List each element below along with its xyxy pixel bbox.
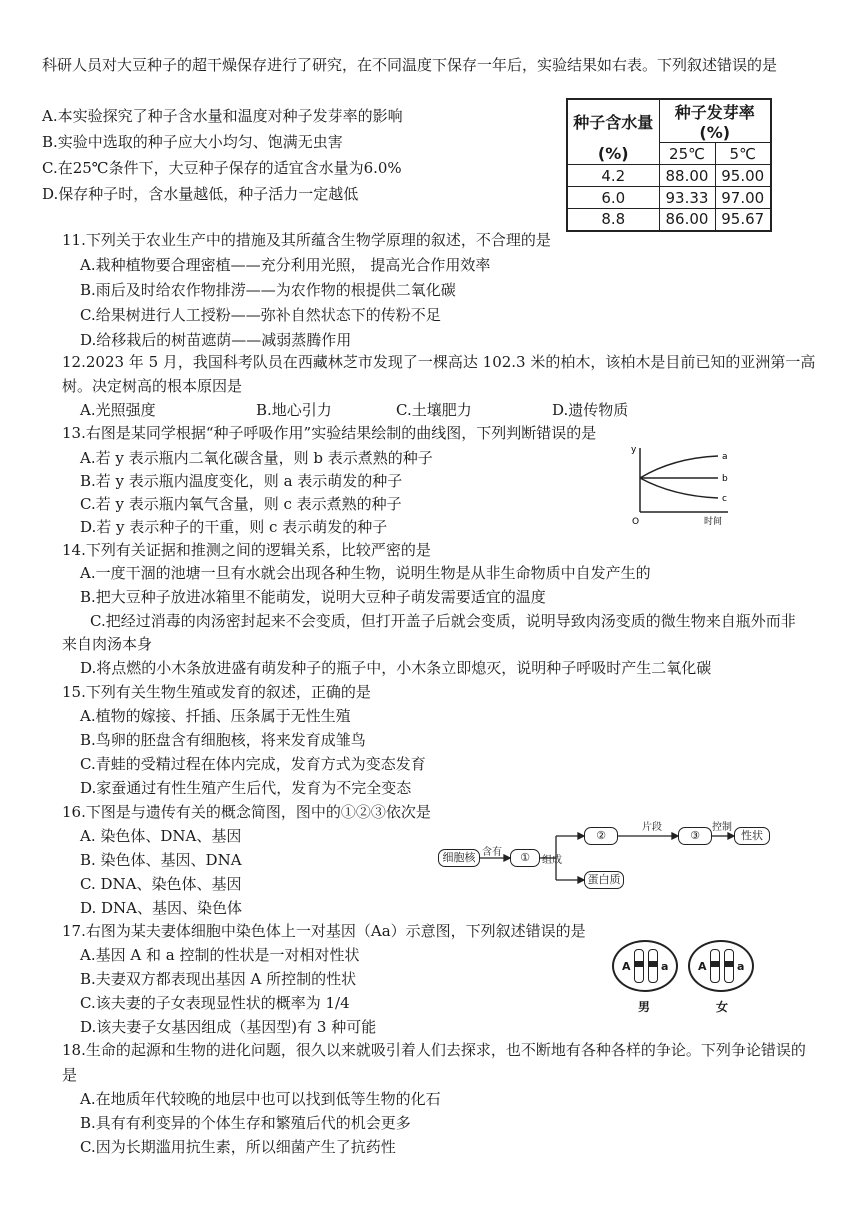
curve-a	[640, 456, 718, 478]
q11-stem: 11.下列关于农业生产中的措施及其所蕴含生物学原理的叙述，不合理的是	[62, 231, 551, 249]
q17-option-d: D.该夫妻子女基因组成（基因型)有 3 种可能	[80, 1018, 377, 1036]
table-row	[567, 187, 771, 209]
q11-option-b: B.雨后及时给农作物排涝——为农作物的根提供二氧化碳	[80, 281, 456, 299]
table-header-moisture: 种子含水量	[567, 99, 659, 143]
q17-option-b: B.夫妻双方都表现出基因 A 所控制的性状	[80, 970, 357, 988]
q10-option-b: B.实验中选取的种子应大小均匀、饱满无虫害	[42, 133, 343, 151]
q18-option-b: B.具有有利变异的个体生存和繁殖后代的机会更多	[80, 1114, 411, 1132]
q13-option-d: D.若 y 表示种子的干重，则 c 表示萌发的种子	[80, 518, 388, 536]
table-cell: 93.33	[659, 187, 715, 209]
table-cell: 97.00	[715, 187, 771, 209]
curve-b-label: b	[722, 474, 728, 484]
seed-data-table	[566, 98, 772, 232]
chromosome-figure	[612, 940, 792, 1030]
q16-stem: 16.下图是与遗传有关的概念简图，图中的①②③依次是	[62, 803, 431, 821]
label-composed: 组成	[542, 855, 562, 866]
x-axis-label: 时间	[704, 517, 723, 527]
chromosome	[634, 949, 644, 983]
chromosome	[710, 949, 720, 983]
chromosome	[648, 949, 658, 983]
q14-option-a: A.一度干涸的池塘一旦有水就会出现各种生物，说明生物是从非生命物质中自发产生的	[80, 564, 651, 582]
q15-option-b: B.鸟卵的胚盘含有细胞核，将来发育成雏鸟	[80, 731, 366, 749]
q17-stem: 17.右图为某夫妻体细胞中染色体上一对基因（Aa）示意图，下列叙述错误的是	[62, 922, 586, 940]
table-cell: 95.00	[715, 165, 771, 187]
q11-option-a: A.栽种植物要合理密植——充分利用光照， 提高光合作用效率	[80, 256, 491, 274]
table-header-5c: 5℃	[715, 143, 771, 165]
label-contains: 含有	[482, 847, 502, 858]
q14-stem: 14.下列有关证据和推测之间的逻辑关系，比较严密的是	[62, 541, 431, 559]
q14-option-d: D.将点燃的小木条放进盛有萌发种子的瓶子中，小木条立即熄灭，说明种子呼吸时产生二氧化碳	[80, 659, 712, 677]
table-row	[567, 165, 771, 187]
table-cell: 8.8	[567, 209, 659, 231]
q18-option-a: A.在地质年代较晚的地层中也可以找到低等生物的化石	[80, 1090, 441, 1108]
q11-option-c: C.给果树进行人工授粉——弥补自然状态下的传粉不足	[80, 306, 441, 324]
table-row	[567, 209, 771, 231]
q15-option-a: A.植物的嫁接、扦插、压条属于无性生殖	[80, 707, 351, 725]
node-nucleus: 细胞核	[438, 849, 480, 867]
q15-option-d: D.家蚕通过有性生殖产生后代，发育为不完全变态	[80, 779, 412, 797]
label-segment: 片段	[642, 822, 662, 833]
q17-option-a: A.基因 A 和 a 控制的性状是一对相对性状	[80, 946, 360, 964]
female-cell	[688, 940, 754, 992]
node-trait: 性状	[734, 827, 770, 845]
curve-a-label: a	[722, 452, 728, 462]
table-header-25c: 25℃	[659, 143, 715, 165]
q13-option-a: A.若 y 表示瓶内二氧化碳含量，则 b 表示煮熟的种子	[80, 449, 433, 467]
q14-option-c-line1: C.把经过消毒的肉汤密封起来不会变质，但打开盖子后就会变质，说明导致肉汤变质的微生物来自瓶外而非	[90, 612, 796, 630]
table-cell: 4.2	[567, 165, 659, 187]
q12-stem-line1: 12.2023 年 5 月，我国科考队员在西藏林芝市发现了一棵高达 102.3 米的柏木，该柏木是目前已知的亚洲第一高	[62, 353, 816, 371]
q18-stem-line2: 是	[62, 1066, 78, 1084]
curve-c-label: c	[722, 494, 727, 504]
gene-label: a	[737, 960, 745, 973]
node-2: ②	[584, 827, 618, 845]
q16-option-d: D. DNA、基因、染色体	[80, 899, 243, 917]
node-3: ③	[678, 827, 712, 845]
q11-option-d: D.给移栽后的树苗遮荫——减弱蒸腾作用	[80, 331, 352, 349]
table-cell: 95.67	[715, 209, 771, 231]
label-control: 控制	[712, 822, 732, 833]
q18-option-c: C.因为长期滥用抗生素，所以细菌产生了抗药性	[80, 1138, 396, 1156]
node-1: ①	[510, 849, 540, 867]
q10-option-a: A.本实验探究了种子含水量和温度对种子发芽率的影响	[42, 107, 403, 125]
q13-stem: 13.右图是某同学根据“种子呼吸作用”实验结果绘制的曲线图，下列判断错误的是	[62, 424, 597, 442]
table-header-unit: (%)	[567, 143, 659, 165]
gene-label: a	[661, 960, 669, 973]
q14-option-b: B.把大豆种子放进冰箱里不能萌发，说明大豆种子萌发需要适宜的温度	[80, 588, 546, 606]
female-label: 女	[716, 1000, 729, 1014]
q12-stem-line2: 树。决定树高的根本原因是	[62, 377, 243, 395]
curve-c	[640, 478, 718, 498]
q18-stem-line1: 18.生命的起源和生物的进化问题，很久以来就吸引着人们去探求，也不断地有各种各样的争论。下列争论错误的	[62, 1041, 806, 1059]
q16-option-a: A. 染色体、DNA、基因	[80, 827, 242, 845]
table-cell: 88.00	[659, 165, 715, 187]
q10-option-c: C.在25℃条件下，大豆种子保存的适宜含水量为6.0%	[42, 159, 402, 177]
q14-option-c-line2: 来自肉汤本身	[62, 635, 153, 653]
gene-label: A	[698, 960, 707, 973]
chromosome	[724, 949, 734, 983]
q12-option-c: C.土壤肥力	[396, 401, 472, 419]
node-protein: 蛋白质	[584, 871, 624, 889]
gene-label: A	[622, 960, 631, 973]
y-axis-label: y	[631, 445, 637, 455]
origin-label: O	[632, 517, 640, 527]
q15-option-c: C.青蛙的受精过程在体内完成，发育方式为变态发育	[80, 755, 426, 773]
table-header-germination: 种子发芽率 (%)	[659, 99, 771, 143]
genetics-concept-diagram	[436, 814, 776, 892]
q10-option-d: D.保存种子时，含水量越低，种子活力一定越低	[42, 185, 359, 203]
q15-stem: 15.下列有关生物生殖或发育的叙述，正确的是	[62, 683, 371, 701]
q13-option-b: B.若 y 表示瓶内温度变化，则 a 表示萌发的种子	[80, 472, 403, 490]
q10-stem: 科研人员对大豆种子的超干燥保存进行了研究，在不同温度下保存一年后，实验结果如右表。下列叙述错误的是	[42, 56, 778, 74]
q16-option-b: B. 染色体、基因、DNA	[80, 851, 242, 869]
male-cell	[612, 940, 678, 992]
q12-option-d: D.遗传物质	[552, 401, 629, 419]
table-cell: 86.00	[659, 209, 715, 231]
q16-option-c: C. DNA、染色体、基因	[80, 875, 242, 893]
table-cell: 6.0	[567, 187, 659, 209]
q13-option-c: C.若 y 表示瓶内氧气含量，则 c 表示煮熟的种子	[80, 495, 402, 513]
male-label: 男	[638, 1000, 651, 1014]
q12-option-a: A.光照强度	[80, 401, 156, 419]
q12-option-b: B.地心引力	[256, 401, 332, 419]
respiration-curve-graph	[628, 440, 748, 530]
q17-option-c: C.该夫妻的子女表现显性状的概率为 1/4	[80, 994, 350, 1012]
